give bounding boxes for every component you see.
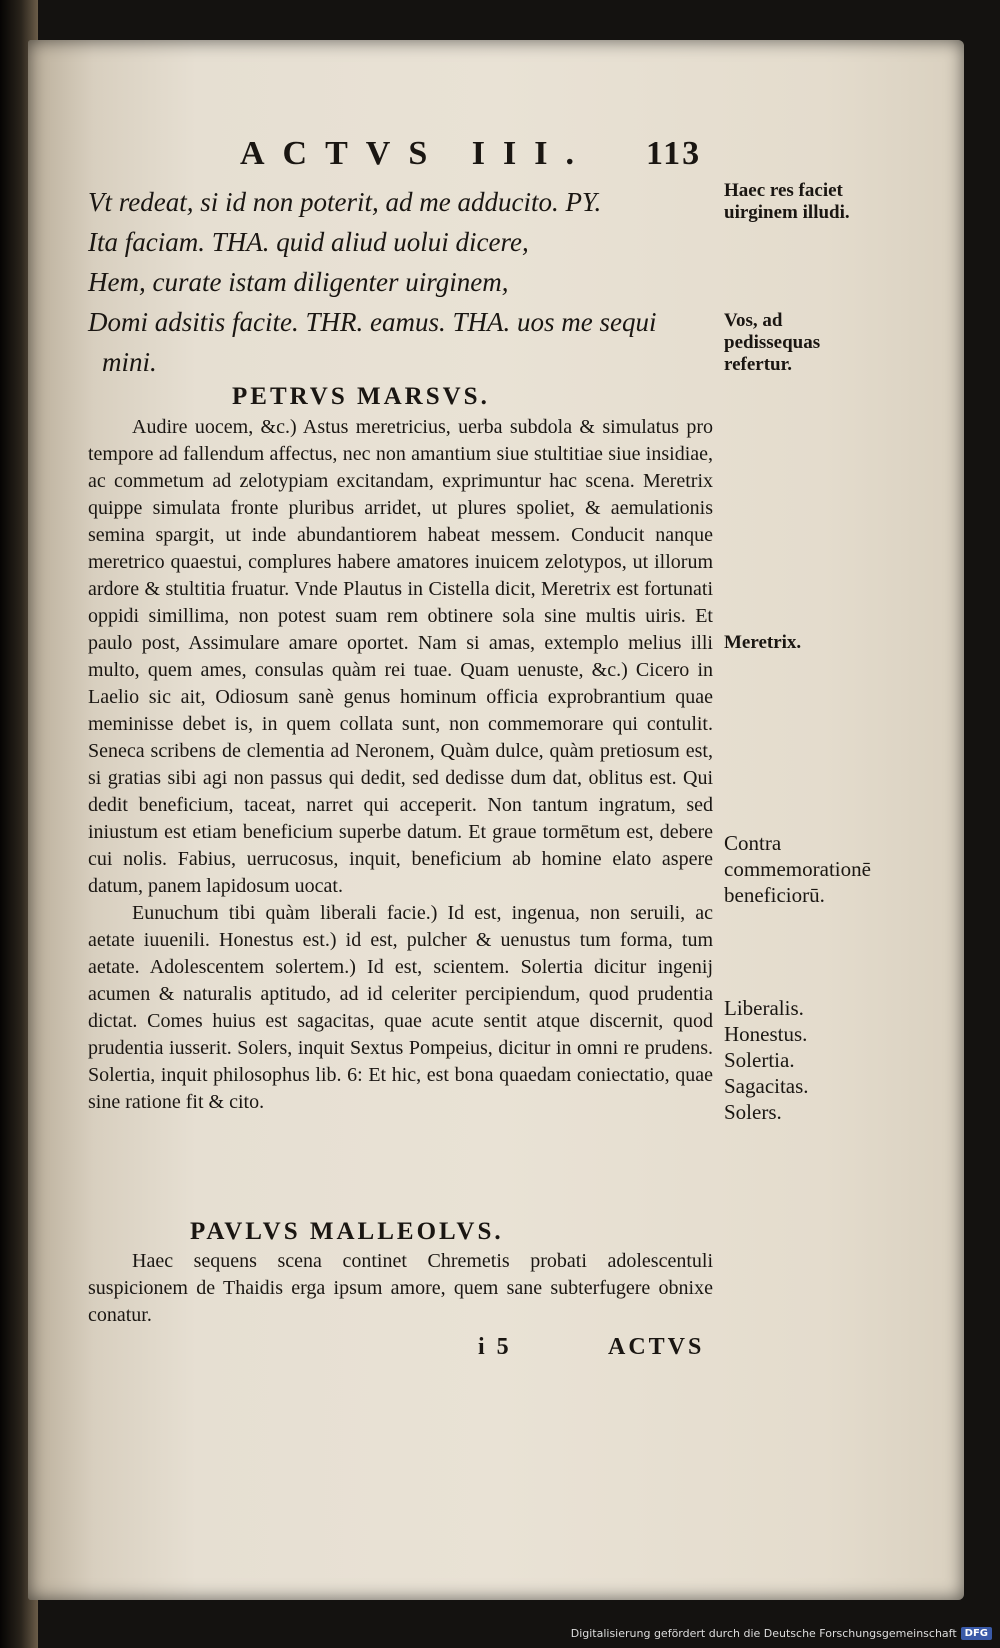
- section-heading-malleolus: PAVLVS MALLEOLVS.: [190, 1218, 504, 1245]
- margin-note-terms: [724, 995, 864, 1125]
- margin-term: Solertia.: [724, 1048, 795, 1072]
- verse-line: Ita faciam. THA. quid aliud uolui dicere,: [88, 227, 529, 257]
- margin-term: Liberalis.: [724, 996, 804, 1020]
- margin-term: Honestus.: [724, 1022, 808, 1046]
- commentary-paragraph: Audire uocem, &c.) Astus meretricius, uerba subdola & simulatus pro tempore ad fallendum affectus, nec non amantium siue stultitiae siue insidiae, ac commetum ad zelotypiam excitandam, exprimuntur hac scena. Meretrix quippe simulata fronte pluribus arridet, ut plures spoliet, & aemulationis semina spargit, ut inde abundantiorem habeat messem. Conducit nanque meretrico quaestui, complures habere amatores inuicem zelotypos, ut illorum ardore & stultitia fruatur. Vnde Plautus in Cistella dicit, Meretrix est fortunati oppidi simillima, non potest suam rem obtinere sola sine multis uiris. Et paulo post, Assimulare amare oportet. Nam si amas, extemplo melius illi multo, quem ames, consulas quàm rei tuae. Quam uenuste, &c.) Cicero in Laelio sic ait, Odiosum sanè genus hominum officia exprobrantium quae meminisse debet is, in quem collata sunt, non commemorare qui contulit. Seneca scribens de clementia ad Neronem, Quàm dulce, quàm pretiosum est, si gratias sibi agi non passus qui dedit, sed dedisse dum dat, oblitus est. Qui dedit beneficium, taceat, narret qui acceperit. Non tantum ingratum, sed iniustum est etiam beneficium superbe datum. Et graue tormētum est, debere cui nolis. Fabius, uerrucosus, inquit, beneficium ab homine elato aspere datum, panem lapidosum uocat.: [88, 416, 713, 897]
- verse-line: mini.: [102, 347, 157, 377]
- verse-block: [88, 182, 713, 382]
- running-header: [240, 135, 720, 181]
- commentary-marsus: [88, 414, 713, 1116]
- credit-text: Digitalisierung gefördert durch die Deutsche Forschungsgemeinschaft: [570, 1626, 957, 1640]
- signature-mark: i 5: [478, 1334, 512, 1360]
- running-title: ACTVS III.: [240, 135, 592, 172]
- catchword: ACTVS: [608, 1334, 705, 1360]
- digitization-credit: [571, 1624, 992, 1642]
- commentary-paragraph: Eunuchum tibi quàm liberali facie.) Id est, ingenua, non seruili, ac aetate iuuenili. Honestus est.) id est, pulcher & uenustus tum forma, tum aetate. Adolescentem solertem.) Id est, scientem. Solertia dicitur ingenij acumen & naturalis aptitudo, ad id celeriter percipiendum, quod prudentia dictat. Comes huius est sagacitas, quae acute sentit atque discernit, quod prudentia iusserit. Solers, inquit Sextus Pompeius, dicitur in omni re prudens. Solertia, inquit philosophus lib. 6: Et hic, est bona quaedam coniectatio, quae sine ratione fit & cito.: [88, 902, 713, 1113]
- verse-line: Domi adsitis facite. THR. eamus. THA. uos me sequi: [88, 307, 657, 337]
- margin-note-illudi: Haec res faciet uirginem illudi.: [724, 180, 850, 223]
- margin-note-beneficiorum: Contra commemorationē beneficiorū.: [724, 831, 871, 907]
- commentary-paragraph: Haec sequens scena continet Chremetis probati adolescentuli suspicionem de Thaidis erga ipsum amore, quem sane subterfugere obnixe conatur.: [88, 1250, 713, 1326]
- margin-term: Solers.: [724, 1100, 782, 1124]
- commentary-malleolus: [88, 1248, 713, 1329]
- section-heading-marsus: PETRVS MARSVS.: [232, 383, 490, 410]
- margin-term: Sagacitas.: [724, 1074, 809, 1098]
- dfg-logo: DFG: [961, 1627, 992, 1640]
- margin-note-meretrix: Meretrix.: [724, 632, 802, 653]
- verse-line: Vt redeat, si id non poterit, ad me adducito. PY.: [88, 187, 602, 217]
- page-number: 113: [646, 135, 702, 172]
- verse-line: Hem, curate istam diligenter uirginem,: [88, 267, 509, 297]
- margin-note-pedissequas: Vos, ad pedissequas refertur.: [724, 310, 821, 375]
